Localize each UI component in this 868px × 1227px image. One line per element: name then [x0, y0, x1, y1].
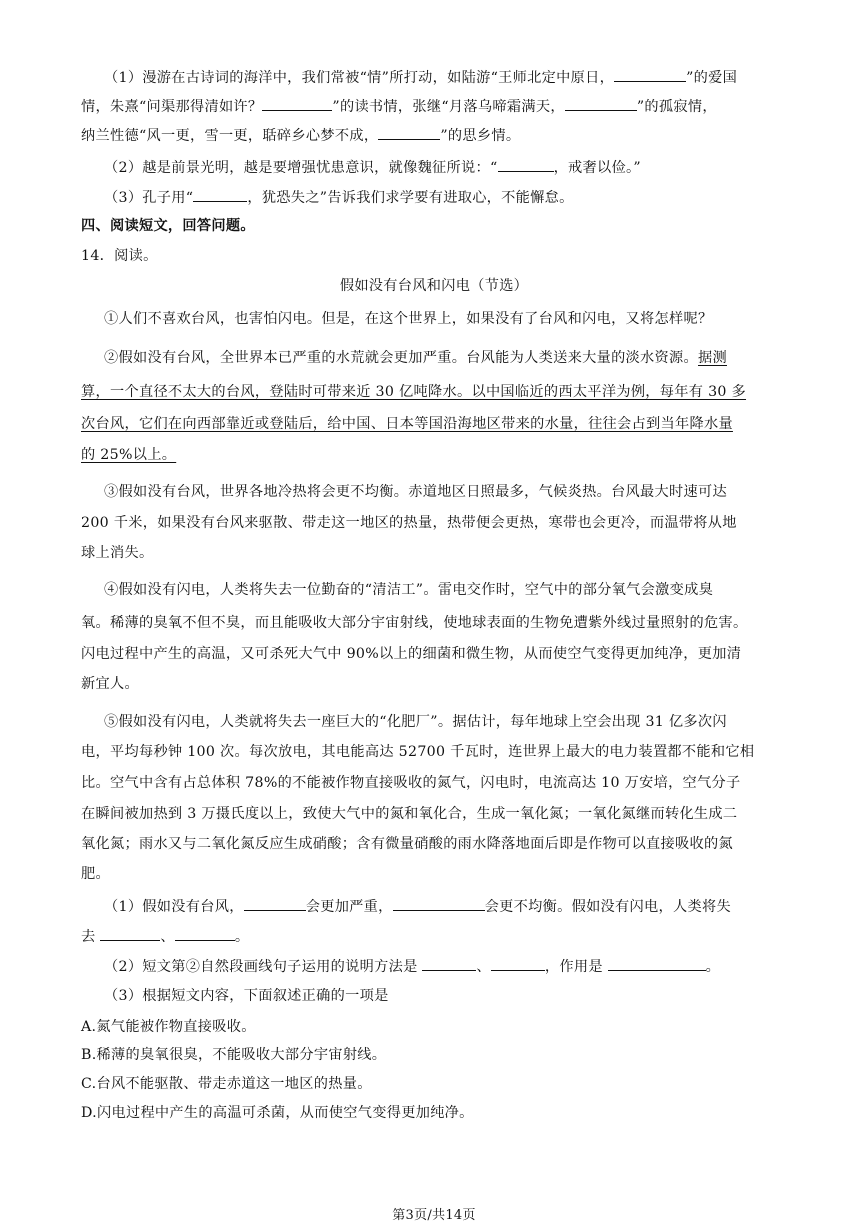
page-footer: 第3页/共14页: [392, 1208, 476, 1223]
article-para-1: ①人们不喜欢台风，也害怕闪电。但是，在这个世界上，如果没有了台风和闪电，又将怎样呢？: [104, 311, 713, 327]
answer-blank[interactable]: [422, 955, 476, 971]
q13-part1-line1: [104, 66, 737, 88]
answer-blank[interactable]: [262, 95, 332, 111]
article-para-3-line1: ③假如没有台风，世界各地冷热将会更不均衡。赤道地区日照最多，气候炎热。台风最大时速可达: [104, 484, 727, 500]
article-para-2-line4: 的 25%以上。: [81, 447, 177, 463]
q13-part1-text-c: 情，朱熹“问渠那得清如许？: [81, 99, 263, 115]
sq1-text-e: 、: [160, 929, 175, 945]
sq2-text-c: ，作用是: [544, 959, 603, 975]
q13-part3-text-b: ，犹恐失之”告诉我们求学要有进取心，不能懈怠。: [247, 190, 574, 206]
answer-blank[interactable]: [565, 95, 637, 111]
q13-part1-line3: [81, 124, 520, 146]
option-a[interactable]: A.氮气能被作物直接吸收。: [81, 1019, 256, 1035]
q13-part1-text-f: 纳兰性德“风一更，雪一更，聒碎乡心梦不成，: [81, 128, 379, 144]
sq1-text-b: 会更加严重，: [305, 899, 393, 915]
para2-text: ②假如没有台风，全世界本已严重的水荒就会更加严重。台风能为人类送来大量的淡水资源。: [104, 350, 698, 366]
subquestion-3: （3）根据短文内容，下面叙述正确的一项是: [104, 988, 389, 1004]
answer-blank[interactable]: [614, 66, 686, 82]
answer-blank[interactable]: [393, 895, 485, 911]
answer-blank[interactable]: [244, 895, 306, 911]
article-para-2-line2: 算，一个直径不太大的台风，登陆时可带来近 30 亿吨降水。以中国临近的西太平洋为例，每年有 30 多: [81, 384, 747, 400]
answer-blank[interactable]: [608, 955, 706, 971]
q13-part1-text-e: ”的孤寂情，: [636, 99, 717, 115]
subquestion-1-line2: [81, 925, 249, 947]
article-para-4-line3: 闪电过程中产生的高温，又可杀死大气中 90%以上的细菌和微生物，从而使空气变得更加纯净，更加清: [81, 646, 742, 662]
answer-blank[interactable]: [498, 156, 554, 172]
q13-part1-text-a: （1）漫游在古诗词的海洋中，我们常被“情”所打动，如陆游“王师北定中原日，: [104, 70, 615, 86]
answer-blank[interactable]: [491, 955, 545, 971]
article-title: 假如没有台风和闪电（节选）: [339, 278, 529, 294]
question-14-label: 14．阅读。: [81, 248, 158, 264]
article-para-3-line2: 200 千米，如果没有台风来驱散、带走这一地区的热量，热带便会更热，寒带也会更冷，而温带将从地: [81, 515, 737, 531]
sq1-text-d: 去: [81, 929, 96, 945]
article-para-5-line5: 氧化氮；雨水又与二氧化氮反应生成硝酸；含有微量硝酸的雨水降落地面后即是作物可以直接吸收的氮: [81, 836, 733, 852]
article-para-2-line1: [104, 348, 727, 368]
sq1-text-f: 。: [234, 929, 250, 945]
article-para-2-line3: 次台风，它们在向西部靠近或登陆后，给中国、日本等国沿海地区带来的水量，往往会占到当年降水量: [81, 416, 733, 432]
q13-part2: [104, 156, 641, 178]
article-para-4-line4: 新宜人。: [81, 676, 139, 692]
article-para-4-line1: ④假如没有闪电，人类将失去一位勤奋的“清洁工”。雷电交作时，空气中的部分氧气会激变成臭: [104, 582, 714, 598]
sq1-text-c: 会更不均衡。假如没有闪电，人类将失: [484, 899, 731, 915]
subquestion-2: [104, 955, 720, 977]
sq2-text-a: （2）短文第②自然段画线句子运用的说明方法是: [104, 959, 418, 975]
q13-part1-text-g: ”的思乡情。: [440, 128, 521, 144]
article-para-5-line4: 在瞬间被加热到 3 万摄氏度以上，致使大气中的氮和氧化合，生成一氧化氮；一氧化氮继而转化生成二: [81, 806, 738, 822]
article-para-5-line3: 比。空气中含有占总体积 78%的不能被作物直接吸收的氮气，闪电时，电流高达 10 万安培，空气分子: [81, 775, 741, 791]
article-para-5-line1: ⑤假如没有闪电，人类就将失去一座巨大的“化肥厂”。据估计，每年地球上空会出现 31 亿多次闪: [104, 714, 727, 730]
option-d[interactable]: D.闪电过程中产生的高温可杀菌，从而使空气变得更加纯净。: [81, 1105, 474, 1121]
section-heading: 四、阅读短文，回答问题。: [81, 218, 255, 234]
sq2-text-b: 、: [476, 959, 491, 975]
answer-blank[interactable]: [193, 186, 247, 202]
answer-blank[interactable]: [175, 925, 235, 941]
q13-part1-text-d: ”的读书情，张继“月落乌啼霜满天，: [332, 99, 565, 115]
q13-part1-text-b: ”的爱国: [686, 70, 738, 86]
q13-part3: [104, 186, 574, 208]
article-para-5-line2: 电，平均每秒钟 100 次。每次放电，其电能高达 52700 千瓦时，连世界上最大的电力装置都不能和它相: [81, 744, 755, 760]
q13-part1-line2: [81, 95, 717, 117]
sq2-text-d: 。: [705, 959, 721, 975]
article-para-4-line2: 氧。稀薄的臭氧不但不臭，而且能吸收大部分宇宙射线，使地球表面的生物免遭紫外线过量照射的危害。: [81, 615, 748, 631]
subquestion-1-line1: [104, 895, 731, 917]
q13-part2-text-b: ，戒奢以俭。”: [553, 160, 641, 176]
q13-part2-text-a: （2）越是前景光明，越是要增强忧患意识，就像魏征所说：“: [104, 160, 498, 176]
q13-part3-text-a: （3）孔子用“: [104, 190, 194, 206]
article-para-3-line3: 球上消失。: [81, 545, 154, 561]
answer-blank[interactable]: [378, 124, 440, 140]
option-c[interactable]: C.台风不能驱散、带走赤道这一地区的热量。: [81, 1076, 372, 1092]
option-b[interactable]: B.稀薄的臭氧很臭，不能吸收大部分宇宙射线。: [81, 1047, 387, 1063]
answer-blank[interactable]: [100, 925, 160, 941]
article-para-5-line6: 肥。: [81, 866, 110, 882]
para2-underlined-text: 据测: [698, 350, 727, 366]
sq1-text-a: （1）假如没有台风，: [104, 899, 244, 915]
